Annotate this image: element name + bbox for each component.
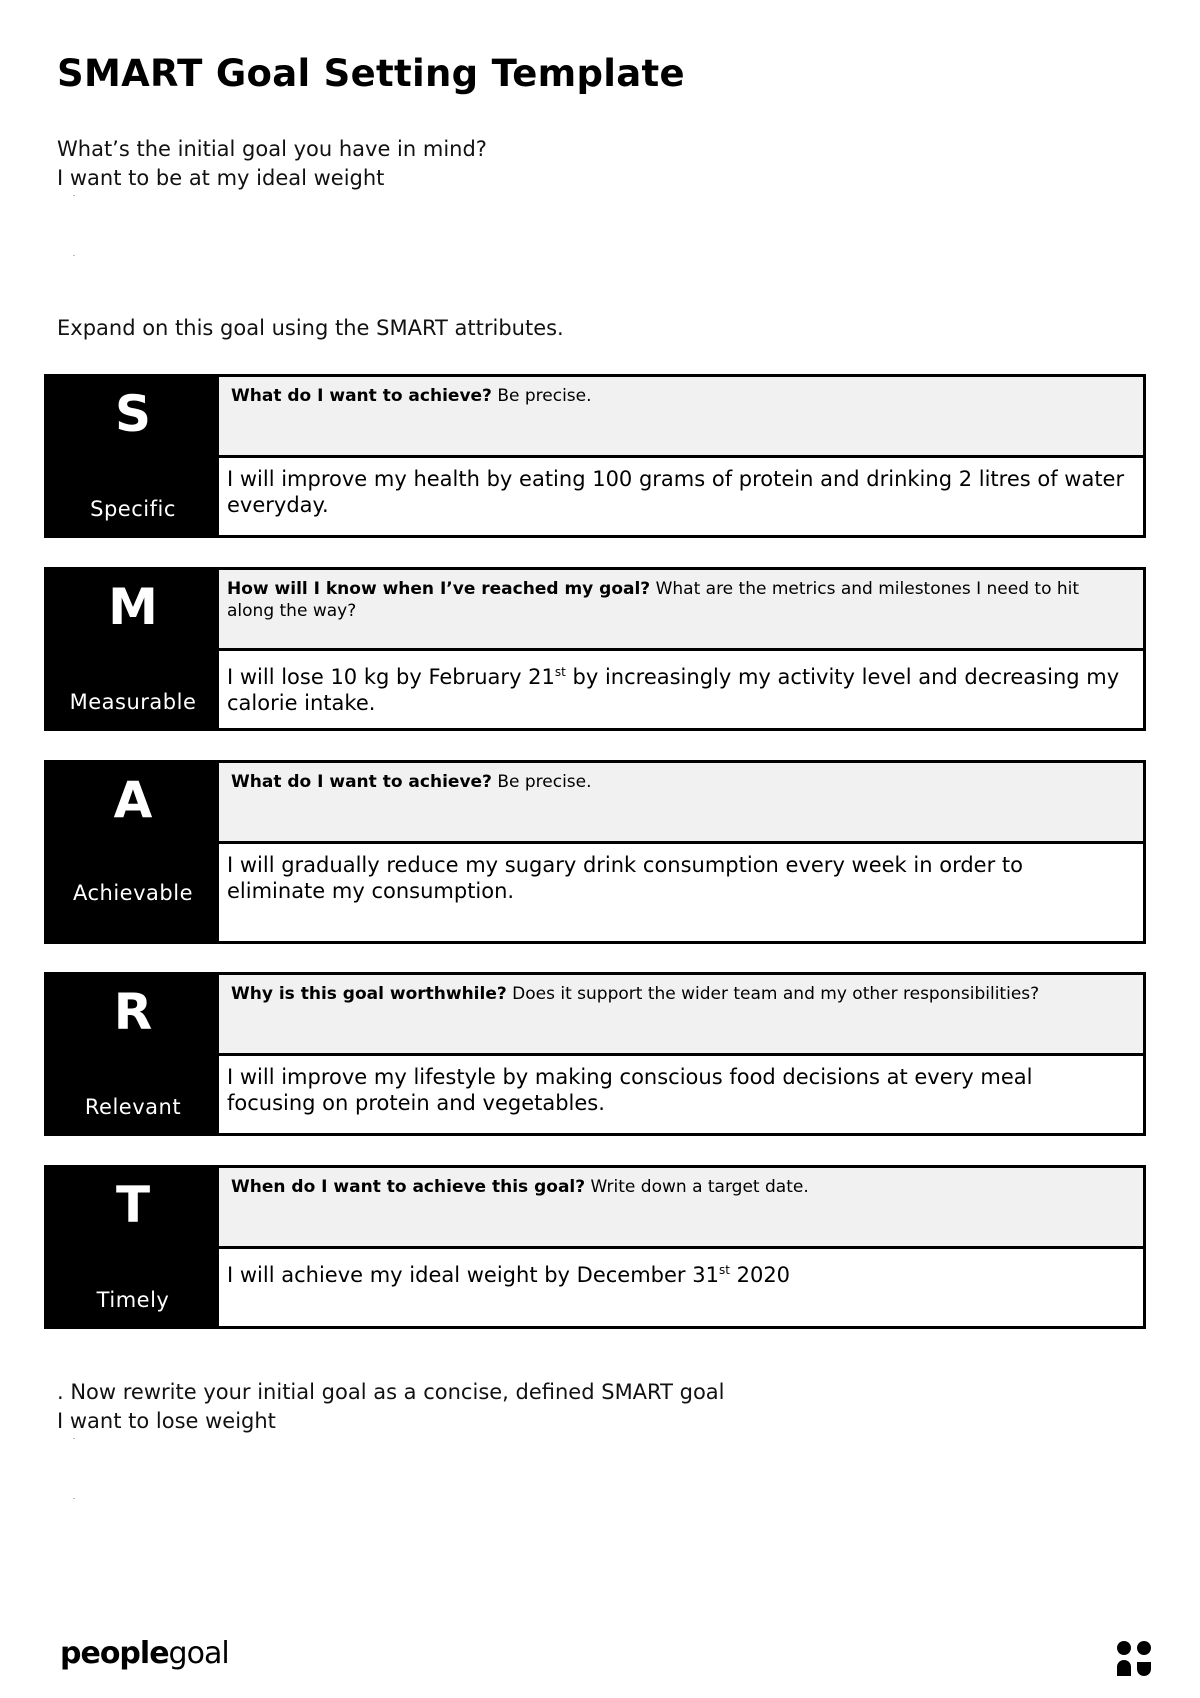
block-side-label: [47, 975, 219, 1133]
block-letter: A: [113, 771, 153, 829]
prompt-question: When do I want to achieve this goal?: [231, 1177, 586, 1197]
prompt-hint: What are the metrics and milestones I need to hit along the way?: [227, 579, 1080, 621]
smart-block-timely: [44, 1165, 1146, 1329]
answer-text-cont: 2020: [729, 1263, 791, 1287]
block-word: Specific: [90, 497, 176, 521]
block-word: Measurable: [69, 690, 197, 714]
answer-text: I will lose 10 kg by February 21: [227, 665, 555, 689]
ordinal-suffix: st: [554, 665, 566, 679]
block-answer[interactable]: I will gradually reduce my sugary drink consumption every week in order to eliminate my consumption.: [219, 844, 1143, 941]
block-side-label: [47, 570, 219, 728]
prompt-question: What do I want to achieve?: [231, 772, 492, 792]
block-word: Relevant: [84, 1095, 182, 1119]
smart-block-relevant: [44, 972, 1146, 1136]
page-title: SMART Goal Setting Template: [57, 52, 685, 95]
block-side-label: [47, 1168, 219, 1326]
block-prompt: [219, 975, 1143, 1053]
initial-goal-question: What’s the initial goal you have in mind?: [57, 137, 487, 161]
initial-goal-answer: I want to be at my ideal weight: [57, 166, 385, 190]
prompt-hint: Be precise.: [491, 386, 592, 406]
prompt-question: What do I want to achieve?: [231, 386, 492, 406]
block-side-label: [47, 763, 219, 941]
smart-block-specific: [44, 374, 1146, 538]
expand-instruction: Expand on this goal using the SMART attributes.: [57, 316, 564, 340]
answer-text: I will achieve my ideal weight by December 31: [227, 1263, 719, 1287]
block-prompt: [219, 763, 1143, 841]
prompt-hint: Does it support the wider team and my other responsibilities?: [506, 984, 1040, 1004]
logo-word-people: people: [60, 1636, 169, 1671]
peoplegoal-logo: [60, 1636, 229, 1671]
block-letter: M: [108, 578, 158, 636]
placeholder-mark: [73, 1498, 75, 1499]
block-answer[interactable]: [219, 1249, 1143, 1326]
placeholder-mark: [73, 1438, 75, 1439]
smart-block-measurable: [44, 567, 1146, 731]
smart-block-achievable: [44, 760, 1146, 944]
block-answer[interactable]: [219, 651, 1143, 728]
ordinal-suffix: st: [718, 1263, 730, 1277]
prompt-hint: Be precise.: [491, 772, 592, 792]
block-word: Achievable: [73, 881, 193, 905]
rewrite-question: . Now rewrite your initial goal as a concise, defined SMART goal: [57, 1380, 725, 1404]
block-word: Timely: [96, 1288, 170, 1312]
block-letter: T: [115, 1176, 151, 1234]
block-answer[interactable]: I will improve my health by eating 100 grams of protein and drinking 2 litres of water everyday.: [219, 458, 1143, 535]
block-letter: S: [114, 385, 151, 443]
peoplegoal-mark-icon: [1115, 1640, 1153, 1676]
placeholder-mark: [73, 255, 75, 256]
block-letter: R: [113, 983, 153, 1041]
block-answer[interactable]: I will improve my lifestyle by making conscious food decisions at every meal focusing on protein and vegetables.: [219, 1056, 1143, 1133]
prompt-question: Why is this goal worthwhile?: [231, 984, 507, 1004]
rewrite-answer: I want to lose weight: [57, 1409, 276, 1433]
prompt-hint: Write down a target date.: [585, 1177, 809, 1197]
prompt-question: How will I know when I’ve reached my goal?: [227, 579, 651, 599]
logo-word-goal: goal: [168, 1636, 229, 1671]
block-prompt: [219, 1168, 1143, 1246]
block-prompt: [219, 377, 1143, 455]
block-prompt: [219, 570, 1143, 648]
answer-text-cont: by increasingly my activity level and decreasing my calorie intake.: [227, 665, 1120, 715]
placeholder-mark: [73, 195, 75, 196]
block-side-label: [47, 377, 219, 535]
